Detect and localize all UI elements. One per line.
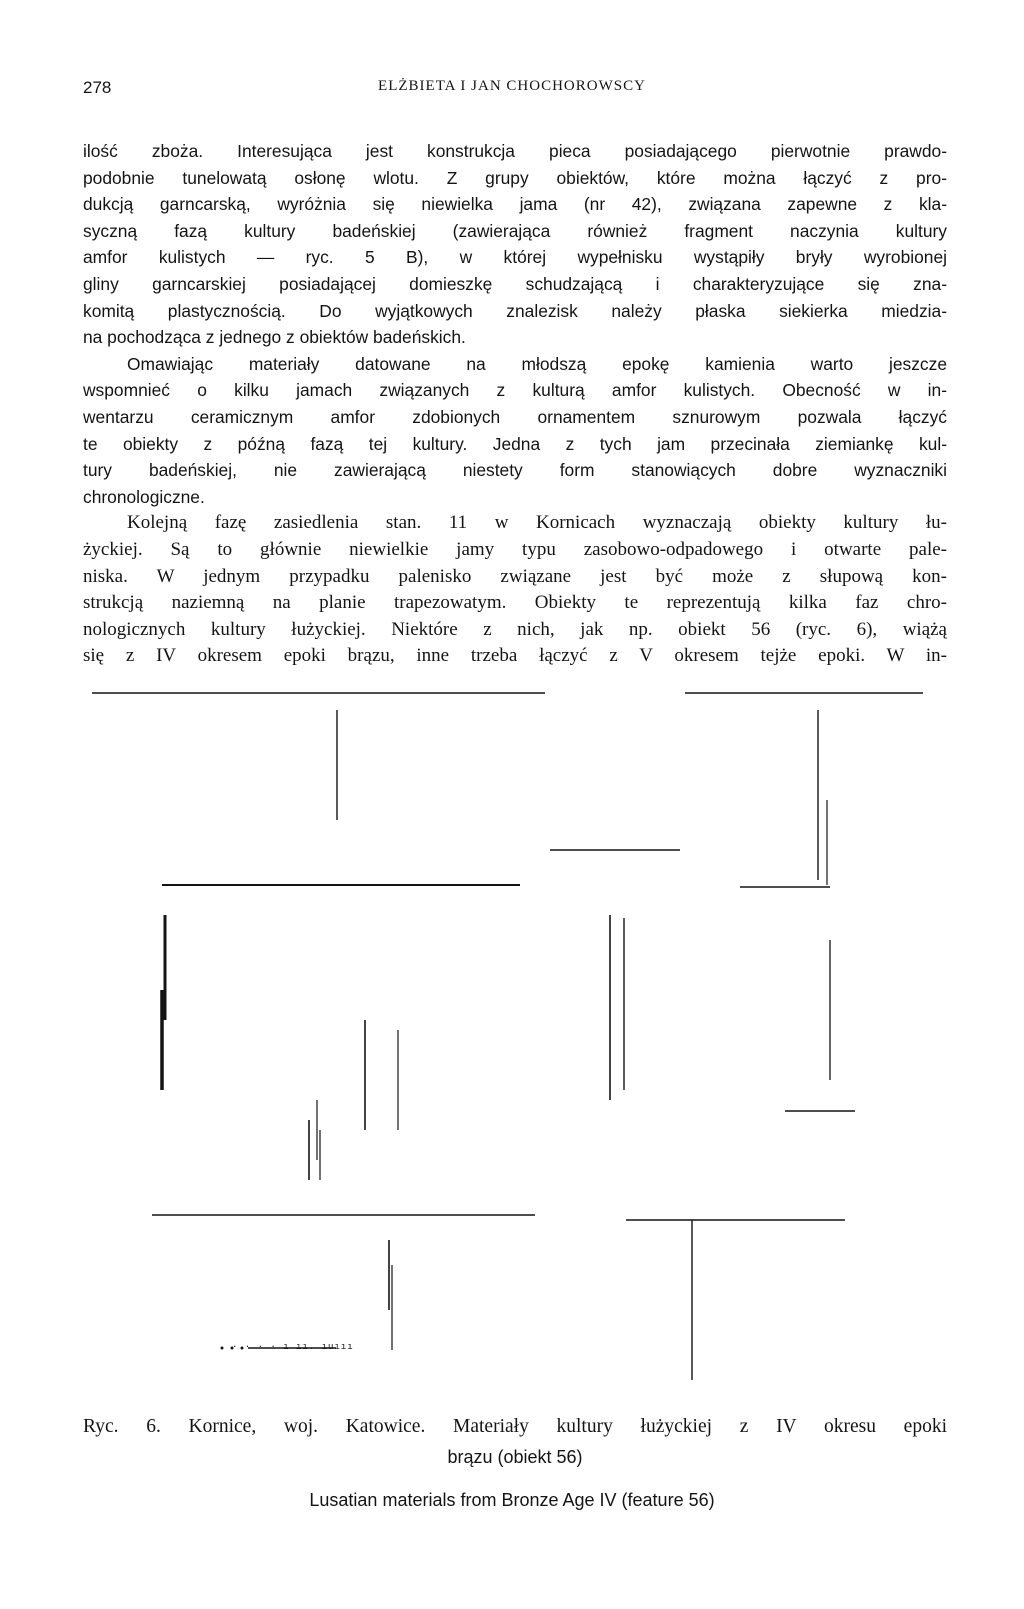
caption-english: Lusatian materials from Bronze Age IV (feature 56) bbox=[309, 1490, 715, 1510]
text-line: niska. W jednym przypadku palenisko związane jest być może z słupową kon- bbox=[83, 565, 947, 587]
text-line: dukcją garncarską, wyróżnia się niewielka jama (nr 42), związana zapewne z kla- bbox=[83, 194, 947, 215]
body-text bbox=[83, 138, 947, 670]
text-line: tury badeńskiej, nie zawierającą niestety form stanowiących dobre wyznaczniki bbox=[83, 460, 947, 481]
text-line: podobnie tunelowatą osłonę wlotu. Z grupy obiektów, które można łączyć z pro- bbox=[83, 167, 947, 188]
running-head: ELŻBIETA I JAN CHOCHOROWSCY bbox=[378, 78, 646, 94]
figure-drawing bbox=[0, 690, 1024, 1390]
text-line: Kolejną fazę zasiedlenia stan. 11 w Kornicach wyznaczają obiekty kultury łu- bbox=[127, 512, 947, 534]
text-line: amfor kulistych — ryc. 5 B), w której wypełnisku wystąpiły bryły wyrobionej bbox=[83, 247, 947, 268]
text-line: gliny garncarskiej posiadającej domieszkę schudzającą i charakteryzujące się zna- bbox=[83, 273, 947, 294]
text-line: życkiej. Są to głównie niewielkie jamy typu zasobowo-odpadowego i otwarte pale- bbox=[83, 538, 947, 560]
text-line: te obiekty z późną fazą tej kultury. Jedna z tych jam przecinała ziemiankę kul- bbox=[83, 433, 947, 454]
text-line: na pochodząca z jednego z obiektów badeńskich. bbox=[83, 327, 466, 348]
text-line: komitą plastycznością. Do wyjątkowych znalezisk należy płaska siekierka miedzia- bbox=[83, 300, 947, 321]
text-line: syczną fazą kultury badeńskiej (zawierająca również fragment naczynia kultury bbox=[83, 220, 947, 241]
text-line: wentarzu ceramicznym amfor zdobionych ornamentem sznurowym pozwala łączyć bbox=[83, 406, 947, 427]
text-line: wspomnieć o kilku jamach związanych z kulturą amfor kulistych. Obecność w in- bbox=[83, 380, 947, 401]
page-header bbox=[0, 78, 1024, 102]
figure-caption bbox=[83, 1412, 947, 1472]
text-line: strukcją naziemną na planie trapezowatym. Obiekty te reprezentują kilka faz chro- bbox=[83, 592, 947, 614]
page-number: 278 bbox=[83, 78, 112, 97]
text-line: ilość zboża. Interesująca jest konstrukcja pieca posiadającego pierwotnie prawdo- bbox=[83, 141, 947, 161]
caption-line: Ryc. 6. Kornice, woj. Katowice. Materiały kultury łużyckiej z IV okresu epoki bbox=[83, 1416, 947, 1437]
text-line: nologicznych kultury łużyckiej. Niektóre z nich, jak np. obiekt 56 (ryc. 6), wiążą bbox=[83, 618, 947, 640]
text-line: się z IV okresem epoki brązu, inne trzeba łączyć z V okresem tejże epoki. W in- bbox=[83, 645, 947, 667]
text-line: Omawiając materiały datowane na młodszą epokę kamienia warto jeszcze bbox=[127, 353, 947, 374]
figure-artifacts bbox=[0, 690, 1024, 1390]
caption-line: brązu (obiekt 56) bbox=[447, 1447, 583, 1467]
text-line: chronologiczne. bbox=[83, 486, 205, 507]
scale-label: · · · · ı ıı. ıuııı bbox=[232, 1342, 354, 1352]
